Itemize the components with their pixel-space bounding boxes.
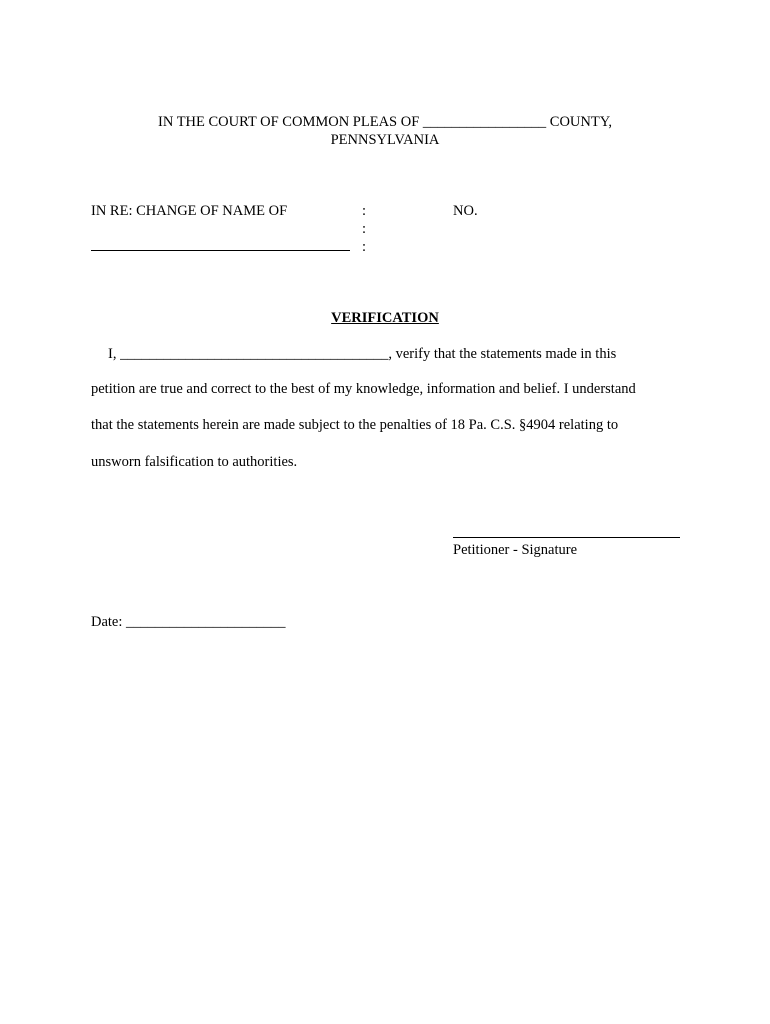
verification-text-line: I, _____________________________________, verify that the statements made in this (108, 346, 617, 362)
verification-text-line: petition are true and correct to the best of my knowledge, information and belief. I understand (91, 381, 636, 397)
caption-colon: : (362, 221, 367, 237)
signature-line[interactable] (453, 537, 680, 538)
caption-colon: : (362, 203, 367, 219)
court-header-line2: PENNSYLVANIA (330, 132, 440, 148)
case-number-label: NO. (453, 203, 478, 219)
signature-label: Petitioner - Signature (453, 542, 578, 558)
verification-heading: VERIFICATION (331, 310, 439, 326)
verification-text-line: that the statements herein are made subject to the penalties of 18 Pa. C.S. §4904 relating to (91, 417, 619, 433)
caption-in-re: IN RE: CHANGE OF NAME OF (91, 203, 288, 219)
court-header-line1: IN THE COURT OF COMMON PLEAS OF _________________ COUNTY, (158, 114, 612, 130)
caption-colon: : (362, 239, 367, 255)
petitioner-name-blank[interactable] (91, 250, 350, 251)
verification-text-line: unsworn falsification to authorities. (91, 454, 298, 470)
date-field[interactable]: Date: ______________________ (91, 614, 286, 630)
